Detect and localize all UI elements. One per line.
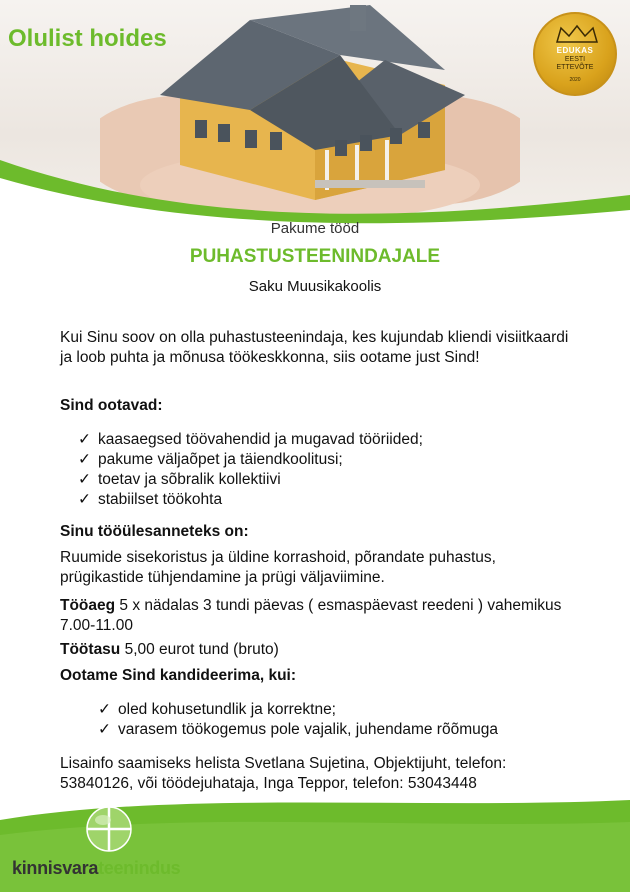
offer-text: Pakume tööd — [270, 220, 360, 237]
hero-banner — [0, 0, 630, 225]
crown-icon — [555, 24, 599, 44]
checkmark-icon: ✓ — [78, 431, 91, 448]
salary-label: Töötasu — [60, 641, 121, 658]
checkmark-icon: ✓ — [78, 491, 91, 508]
contact-info: Lisainfo saamiseks helista Svetlana Sujetina, Objektijuht, telefon: 53840126, või töödejuhataja, Inga Teppor, telefon: 53043448 — [60, 755, 507, 792]
list-item: ✓ pakume väljaõpet ja täiendkoolitusi; — [78, 451, 343, 468]
checkmark-icon: ✓ — [98, 701, 111, 718]
list-item: ✓ stabiilset töökohta — [78, 491, 223, 508]
logo-globe-icon — [86, 806, 132, 852]
badge-line2: EESTI — [564, 56, 586, 63]
hero-wave-decoration — [0, 150, 630, 225]
duties-text: Ruumide sisekoristus ja üldine korrashoid, põrandate puhastus, prügikastide tühjendamine ja prügi väljaviimine. — [60, 549, 496, 586]
lead-paragraph: Kui Sinu soov on olla puhastusteenindaja, kes kujundab kliendi visiitkaardi ja loob puhta ja mõnusa töökeskkonna, siis ootame just Sind! — [60, 329, 569, 366]
salary — [60, 640, 580, 660]
award-badge — [533, 12, 617, 96]
logo-part2: teenindus — [98, 858, 181, 878]
list-item: ✓ oled kohusetundlik ja korrektne; — [98, 701, 336, 718]
work-hours-label: Tööaeg — [60, 597, 116, 614]
checkmark-icon: ✓ — [78, 471, 91, 488]
checkmark-icon: ✓ — [98, 721, 111, 738]
work-hours — [60, 596, 580, 636]
slogan: Olulist hoides — [8, 25, 167, 52]
job-title: PUHASTUSTEENINDAJALE — [189, 246, 441, 267]
salary-value: 5,00 eurot tund (bruto) — [120, 641, 279, 658]
badge-line3: ETTEVÕTE — [556, 64, 594, 71]
list-item: ✓ varasem töökogemus pole vajalik, juhendame rõõmuga — [98, 721, 498, 738]
list-item: ✓ kaasaegsed töövahendid ja mugavad tööriided; — [78, 431, 423, 448]
work-hours-value: 5 x nädalas 3 tundi päevas ( esmaspäevast reedeni ) vahemikus 7.00-11.00 — [60, 597, 562, 634]
company-logo — [12, 858, 180, 879]
badge-line1: EDUKAS — [556, 46, 594, 55]
duties-heading: Sinu tööülesanneteks on: — [60, 523, 249, 540]
list-item: ✓ toetav ja sõbralik kollektiivi — [78, 471, 281, 488]
logo-part1: kinnisvara — [12, 858, 99, 878]
checkmark-icon: ✓ — [78, 451, 91, 468]
job-location: Saku Muusikakoolis — [248, 278, 382, 295]
requirements-list — [98, 700, 578, 740]
apply-heading: Ootame Sind kandideerima, kui: — [60, 667, 297, 684]
badge-year: 2020 — [569, 77, 581, 83]
benefits-heading: Sind ootavad: — [60, 397, 163, 414]
benefits-list — [78, 430, 558, 510]
